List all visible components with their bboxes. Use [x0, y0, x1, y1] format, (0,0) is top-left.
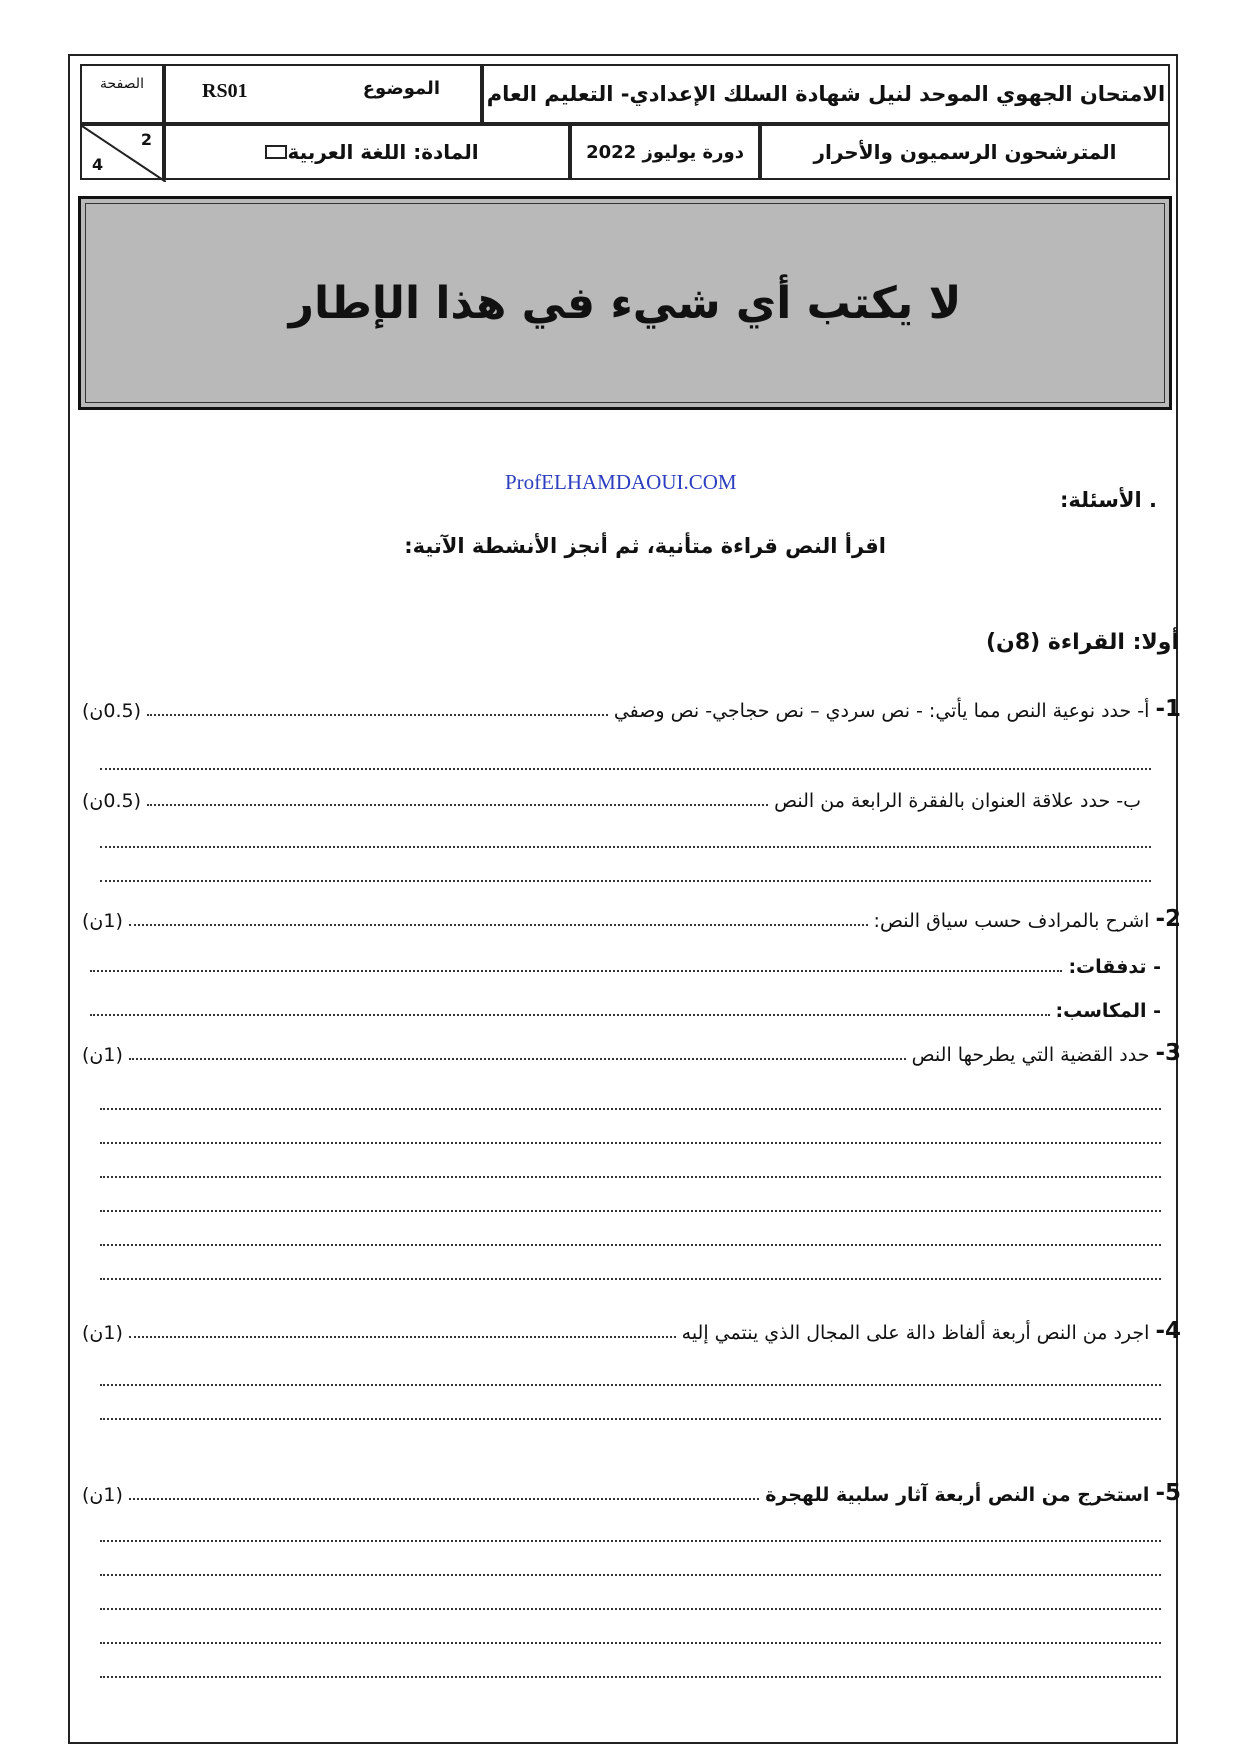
question-text: اشرح بالمرادف حسب سياق النص: — [873, 910, 1150, 932]
question-number: 3- — [1155, 1040, 1181, 1066]
word-tadafuqat — [90, 956, 1161, 978]
dotted-leader — [147, 714, 608, 716]
question-text: استخرج من النص أربعة آثار سلبية للهجرة — [765, 1484, 1150, 1506]
page-label-cell — [80, 64, 164, 124]
question-3 — [82, 1036, 1181, 1066]
dotted-leader — [129, 924, 868, 926]
answer-line[interactable] — [90, 1014, 1050, 1016]
answer-line[interactable] — [100, 1244, 1161, 1246]
subject: المادة: اللغة العربية — [287, 140, 479, 164]
answer-line[interactable] — [100, 1384, 1161, 1386]
page-number-cell — [80, 124, 164, 180]
exam-title-cell — [482, 64, 1170, 124]
topic-label: الموضوع — [362, 78, 440, 99]
question-1a — [82, 692, 1181, 722]
word-label: - تدفقات: — [1068, 956, 1161, 978]
answer-line[interactable] — [100, 1108, 1161, 1110]
candidates: المترشحون الرسميون والأحرار — [813, 140, 1117, 164]
dotted-leader — [129, 1498, 759, 1500]
question-5 — [82, 1476, 1181, 1506]
question-score: (1ن) — [82, 1322, 123, 1344]
page-current: 2 — [140, 130, 152, 149]
answer-line[interactable] — [100, 1210, 1161, 1212]
answer-line[interactable] — [100, 768, 1151, 770]
subject-cell — [164, 124, 570, 180]
exam-title: الامتحان الجهوي الموحد لنيل شهادة السلك الإعدادي- التعليم العام — [486, 82, 1166, 106]
question-text: حدد القضية التي يطرحها النص — [911, 1044, 1150, 1066]
answer-line[interactable] — [100, 1142, 1161, 1144]
instructions: اقرأ النص قراءة متأنية، ثم أنجز الأنشطة الآتية: — [404, 534, 886, 558]
question-text: ب- حدد علاقة العنوان بالفقرة الرابعة من النص — [774, 790, 1141, 812]
answer-line[interactable] — [90, 970, 1062, 972]
question-text: أ- حدد نوعية النص مما يأتي: - نص سردي – نص حجاجي- نص وصفي — [613, 700, 1150, 722]
candidates-cell — [760, 124, 1170, 180]
answer-line[interactable] — [100, 1676, 1161, 1678]
watermark: ProfELHAMDAOUI.COM — [505, 470, 737, 494]
answer-line[interactable] — [100, 1642, 1161, 1644]
question-score: (1ن) — [82, 1044, 123, 1066]
page-total: 4 — [92, 155, 104, 174]
question-number: 1- — [1155, 696, 1181, 722]
questions-label: . الأسئلة: — [1059, 488, 1157, 512]
box-icon — [265, 145, 287, 159]
answer-line[interactable] — [100, 1418, 1161, 1420]
answer-line[interactable] — [100, 1608, 1161, 1610]
question-2 — [82, 902, 1181, 932]
dotted-leader — [147, 804, 768, 806]
banner-text: لا يكتب أي شيء في هذا الإطار — [288, 277, 962, 329]
topic-code: RS01 — [202, 80, 248, 102]
dotted-leader — [129, 1336, 676, 1338]
section-title: أولا: القراءة (8ن) — [985, 630, 1179, 655]
answer-line[interactable] — [100, 1176, 1161, 1178]
question-score: (0.5ن) — [82, 700, 142, 722]
question-score: (1ن) — [82, 910, 123, 932]
word-label: - المكاسب: — [1055, 1000, 1161, 1022]
page-label: الصفحة — [100, 76, 144, 92]
answer-line[interactable] — [100, 846, 1151, 848]
topic-cell — [164, 64, 482, 124]
question-4 — [82, 1314, 1181, 1344]
exam-header — [80, 64, 1170, 184]
answer-line[interactable] — [100, 880, 1151, 882]
question-number: 5- — [1155, 1480, 1181, 1506]
answer-line[interactable] — [100, 1278, 1161, 1280]
answer-line[interactable] — [100, 1540, 1161, 1542]
question-score: (0.5ن) — [82, 790, 142, 812]
session: دورة يوليوز 2022 — [586, 141, 744, 163]
do-not-write-banner — [78, 196, 1172, 410]
question-number: 2- — [1155, 906, 1181, 932]
question-text: اجرد من النص أربعة ألفاظ دالة على المجال الذي ينتمي إليه — [681, 1322, 1150, 1344]
answer-line[interactable] — [100, 1574, 1161, 1576]
question-number: 4- — [1155, 1318, 1181, 1344]
question-1b — [82, 782, 1141, 812]
session-cell — [570, 124, 760, 180]
question-score: (1ن) — [82, 1484, 123, 1506]
word-makasib — [90, 1000, 1161, 1022]
dotted-leader — [129, 1058, 906, 1060]
